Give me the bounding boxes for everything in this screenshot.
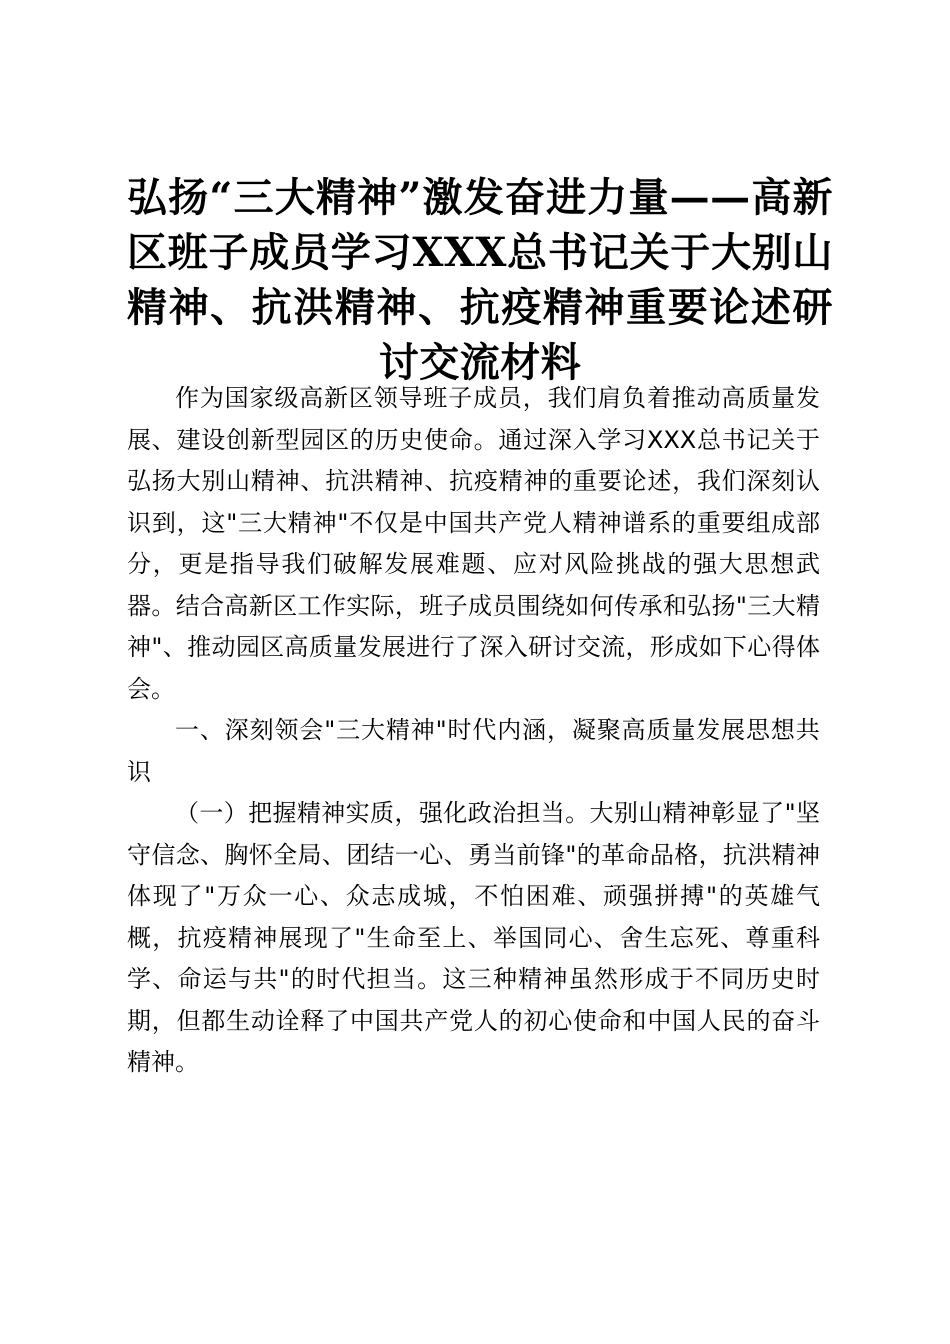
- document-body: [127, 378, 820, 1084]
- section-heading-1: 一、深刻领会"三大精神"时代内涵，凝聚高质量发展思想共识: [127, 716, 820, 786]
- intro-paragraph: 作为国家级高新区领导班子成员，我们肩负着推动高质量发展、建设创新型园区的历史使命。通过深入学习XXX总书记关于弘扬大别山精神、抗洪精神、抗疫精神的重要论述，我们深刻认识到，这"三大精神"不仅是中国共产党人精神谱系的重要组成部分，更是指导我们破解发展难题、应对风险挑战的强大思想武器。结合高新区工作实际，班子成员围绕如何传承和弘扬"三大精神"、推动园区高质量发展进行了深入研讨交流，形成如下心得体会。: [127, 384, 820, 703]
- subsection-paragraph-1: （一）把握精神实质，强化政治担当。大别山精神彰显了"坚守信念、胸怀全局、团结一心、勇当前锋"的革命品格，抗洪精神体现了"万众一心、众志成城，不怕困难、顽强拼搏"的英雄气概，抗疫精神展现了"生命至上、举国同心、舍生忘死、尊重科学、命运与共"的时代担当。这三种精神虽然形成于不同历史时期，但都生动诠释了中国共产党人的初心使命和中国人民的奋斗精神。: [127, 799, 820, 1076]
- document-title: 弘扬“三大精神”激发奋进力量——高新区班子成员学习XXX总书记关于大别山精神、抗洪精神、抗疫精神重要论述研讨交流材料: [127, 174, 833, 386]
